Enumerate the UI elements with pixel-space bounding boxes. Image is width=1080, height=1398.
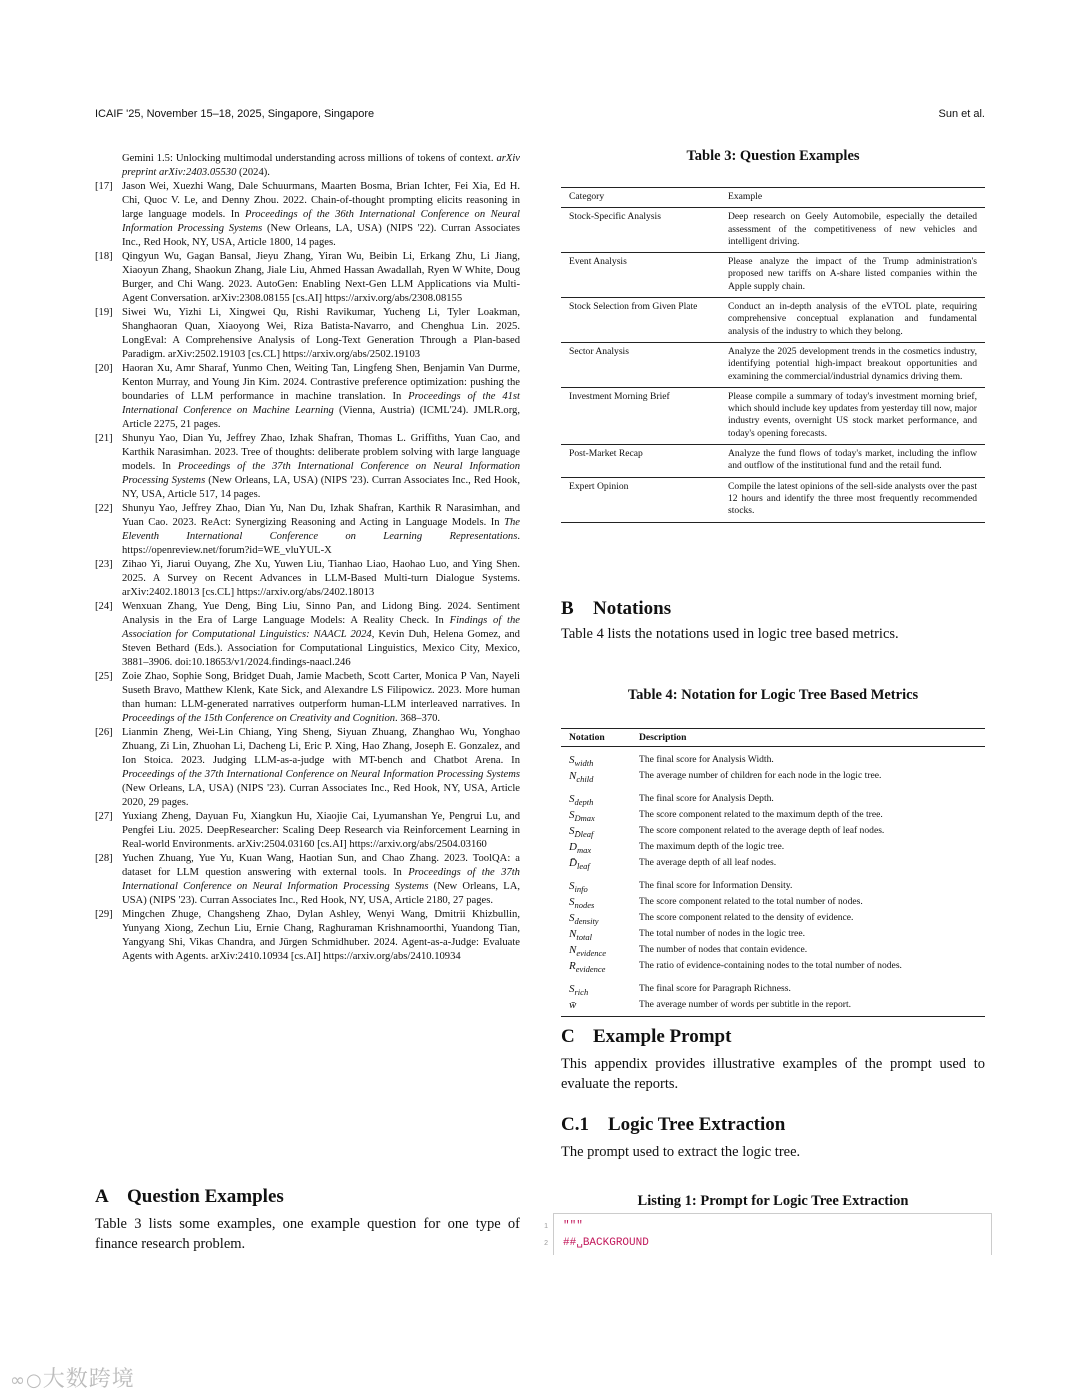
notation-symbol: $S_{density}$ bbox=[569, 911, 599, 927]
notation-description: The score component related to the maximum depth of the tree. bbox=[639, 808, 883, 820]
notation-symbol: $R_{evidence}$ bbox=[569, 959, 606, 974]
section-a-body: Table 3 lists some examples, one example question for one type of finance research problem. bbox=[95, 1216, 520, 1252]
running-header-left: ICAIF '25, November 15–18, 2025, Singapore, Singapore bbox=[95, 108, 375, 120]
table3-header-category: Category bbox=[569, 191, 605, 202]
table-row bbox=[561, 253, 985, 298]
section-b-heading: B Notations bbox=[561, 598, 672, 619]
reference-item: [20] Haoran Xu, Amr Sharaf, Yunmo Chen, Weiting Tan, Lingfeng Shen, Benjamin Van Durme, Kenton Murray, and Young Jin Kim. 2024. Contrastive preference optimization: pushing the boundaries of LLM performance in machine translation. In Proceedings of the 41st International Conference on Machine Learning (Vienna, Austria) (ICML'24). JMLR.org, Article 2275, 21 pages. bbox=[95, 363, 520, 430]
table-row bbox=[561, 770, 985, 786]
reference-item: Gemini 1.5: Unlocking multimodal understanding across millions of tokens of context. arXiv preprint arXiv:2403.05530 (2024). bbox=[122, 153, 520, 178]
table-row bbox=[561, 747, 985, 770]
reference-list bbox=[95, 152, 520, 964]
example-cell: Please compile a summary of today's investment morning brief, which should include key updates from yesterday till now, major industry events, overnight US stock market performance, and today's opening forecasts. bbox=[728, 390, 977, 439]
table-row bbox=[561, 912, 985, 928]
section-a-heading: A Question Examples bbox=[95, 1186, 284, 1207]
reference-item: [17] Jason Wei, Xuezhi Wang, Dale Schuurmans, Maarten Bosma, Brian Ichter, Fei Xia, Ed H. Chi, Quoc V. Le, and Denny Zhou. 2022. Chain-of-thought prompting elicits reasoning in large language models. In Proceedings of the 36th International Conference on Neural Information Processing Systems (New Orleans, LA, USA) (NIPS '22). Curran Associates Inc., Red Hook, NY, USA, Article 1800, 14 pages. bbox=[95, 181, 521, 248]
notation-symbol: $S_{info}$ bbox=[569, 879, 588, 895]
reference-item: [18] Qingyun Wu, Gagan Bansal, Jieyu Zhang, Yiran Wu, Beibin Li, Erkang Zhu, Li Jiang, Xiaoyun Zhang, Shaokun Zhang, Jiale Liu, Ahmed Hassan Awadallah, Ryen W White, Doug Burger, and Chi Wang. 2023. AutoGen: Enabling Next-Gen LLM Applications via Multi-Agent Conversation. arXiv:2308.08155 [cs.AI] https://arxiv.org/abs/2308.08155 bbox=[95, 251, 520, 304]
table-row bbox=[561, 786, 985, 809]
listing-caption: Listing 1: Prompt for Logic Tree Extraction bbox=[637, 1193, 909, 1209]
notation-description: The score component related to the density of evidence. bbox=[639, 911, 854, 923]
table4-wrap bbox=[561, 687, 985, 1017]
table-row bbox=[561, 825, 985, 841]
reference-item: [21] Shunyu Yao, Dian Yu, Jeffrey Zhao, Izhak Shafran, Thomas L. Griffiths, Yuan Cao, and Karthik Narasimhan. 2023. Tree of thoughts: deliberate problem solving with large language models. In Proceedings of the 37th International Conference on Neural Information Processing Systems (New Orleans, LA, USA) (NIPS '23). Curran Associates Inc., Red Hook, NY, USA, Article 517, 14 pages. bbox=[95, 433, 521, 500]
table-row bbox=[561, 928, 985, 944]
section-a bbox=[95, 1186, 520, 1254]
table-row bbox=[561, 944, 985, 960]
table-row bbox=[561, 208, 985, 253]
notation-description: The final score for Analysis Width. bbox=[639, 754, 774, 765]
example-cell: Please analyze the impact of the Trump administration's proposed new tariffs on A-share listed companies within the Apple supply chain. bbox=[728, 256, 977, 292]
section-c-body: This appendix provides illustrative examples of the prompt used to evaluate the reports. bbox=[561, 1056, 985, 1092]
table-row bbox=[561, 477, 985, 522]
table-row bbox=[561, 896, 985, 912]
right-column bbox=[561, 148, 985, 523]
reference-item: [28] Yuchen Zhuang, Yue Yu, Kuan Wang, Haotian Sun, and Chao Zhang. 2023. ToolQA: a dataset for LLM question answering with external tools. In Proceedings of the 37th International Conference on Neural Information Processing Systems (New Orleans, LA, USA) (NIPS '23). Curran Associates Inc., Red Hook, NY, USA, Article 2180, 27 pages. bbox=[95, 853, 520, 906]
section-b bbox=[561, 598, 985, 644]
section-b-body: Table 4 lists the notations used in logic tree based metrics. bbox=[561, 626, 899, 642]
notation-description: The ratio of evidence-containing nodes to the total number of nodes. bbox=[639, 959, 902, 971]
notation-symbol: $D_{max}$ bbox=[569, 840, 592, 856]
table-row bbox=[561, 841, 985, 857]
reference-item: [25] Zoie Zhao, Sophie Song, Bridget Duah, Jamie Macbeth, Scott Carter, Monica P Van, Nayeli Suseth Bravo, Matthew Klenk, Kate Sick, and Alexandre LS Filipowicz. 2023. More human than human: LLM-generated narratives outperform human-LLM interleaved narratives. In Proceedings of the 15th Conference on Creativity and Cognition. 368–370. bbox=[95, 671, 520, 724]
notation-description: The total number of nodes in the logic tree. bbox=[639, 927, 805, 939]
reference-item: [26] Lianmin Zheng, Wei-Lin Chiang, Ying Sheng, Siyuan Zhuang, Zhanghao Wu, Yonghao Zhuang, Zi Lin, Zhuohan Li, Dacheng Li, Eric P. Xing, Hao Zhang, Joseph E. Gonzalez, and Ion Stoica. 2023. Judging LLM-as-a-judge with MT-bench and Chatbot Arena. In Proceedings of the 37th International Conference on Neural Information Processing Systems (New Orleans, LA, USA) (NIPS '23). Curran Associates Inc., Red Hook, NY, USA, Article 2020, 29 pages. bbox=[95, 727, 520, 808]
section-c-heading: C Example Prompt bbox=[561, 1026, 732, 1047]
watermark-icon: ∞○ bbox=[10, 1370, 43, 1391]
question-examples-table bbox=[561, 187, 985, 523]
notation-description: The average depth of all leaf nodes. bbox=[639, 856, 777, 868]
table-row bbox=[561, 445, 985, 478]
section-c1 bbox=[561, 1114, 985, 1162]
reference-item: [29] Mingchen Zhuge, Changsheng Zhao, Dylan Ashley, Wenyi Wang, Dmitrii Khizbullin, Yunyang Xiong, Zechun Liu, Ernie Chang, Raghuraman Krishnamoorthi, Yuandong Tian, Yangyang Shi, Vikas Chandra, and Jürgen Schmidhuber. 2024. Agent-as-a-Judge: Evaluate Agents with Agents. arXiv:2410.10934 [cs.AI] https://arxiv.org/abs/2410.10934 bbox=[95, 909, 520, 962]
notation-description: The score component related to the total number of nodes. bbox=[639, 895, 863, 907]
reference-item: [27] Yuxiang Zheng, Dayuan Fu, Xiangkun Hu, Xiaojie Cai, Lyumanshan Ye, Pengrui Lu, and Pengfei Liu. 2025. DeepResearcher: Scaling Deep Research via Reinforcement Learning in Real-world Environments. arXiv:2504.03160 [cs.AI] https://arxiv.org/abs/2504.03160 bbox=[95, 811, 520, 850]
category-cell: Stock Selection from Given Plate bbox=[569, 301, 698, 313]
code-line: 1 """ bbox=[544, 1220, 583, 1232]
notation-symbol: $N_{child}$ bbox=[569, 769, 594, 785]
notation-description: The number of nodes that contain evidence. bbox=[639, 943, 808, 955]
example-cell: Compile the latest opinions of the sell-side analysts over the past 12 hours and identify the three most frequently recommended stocks. bbox=[728, 480, 977, 517]
table4-header-notation: Notation bbox=[569, 732, 605, 743]
reference-item: [22] Shunyu Yao, Jeffrey Zhao, Dian Yu, Nan Du, Izhak Shafran, Karthik R Narasimhan, and Yuan Cao. 2023. ReAct: Synergizing Reasoning and Acting in Language Models. In The Eleventh International Conference on Learning Representations. https://openreview.net/forum?id=WE_vluYUL-X bbox=[95, 503, 520, 556]
notation-symbol: $S_{Dmax}$ bbox=[569, 808, 595, 824]
table3-caption: Table 3: Question Examples bbox=[686, 148, 860, 164]
notation-symbol: $S_{D̄leaf}$ bbox=[569, 824, 594, 840]
notation-symbol: w̄ bbox=[569, 998, 577, 1011]
table-row bbox=[561, 298, 985, 343]
category-cell: Investment Morning Brief bbox=[569, 390, 670, 402]
table-row bbox=[561, 809, 985, 825]
table-row bbox=[561, 960, 985, 976]
notation-symbol: $S_{depth}$ bbox=[569, 792, 594, 808]
reference-item: [19] Siwei Wu, Yizhi Li, Xingwei Qu, Rishi Ravikumar, Yucheng Li, Tyler Loakman, Shanghaoran Quan, Xiaoyong Wei, Riza Batista-Navarro, and Chenghua Lin. 2025. LongEval: A Comprehensive Analysis of Long-Text Generation Through a Plan-based Paradigm. arXiv:2502.19103 [cs.CL] https://arxiv.org/abs/2502.19103 bbox=[95, 307, 520, 360]
section-c1-heading: C.1 Logic Tree Extraction bbox=[561, 1114, 786, 1135]
category-cell: Stock-Specific Analysis bbox=[569, 211, 661, 223]
notation-description: The final score for Analysis Depth. bbox=[639, 792, 774, 804]
watermark-logo: ∞○大数跨境 bbox=[10, 1367, 135, 1392]
code-line: 2 ##␣BACKGROUND bbox=[544, 1237, 649, 1249]
running-header-right: Sun et al. bbox=[938, 108, 985, 120]
notation-description: The final score for Paragraph Richness. bbox=[639, 982, 791, 994]
table4-header-description: Description bbox=[639, 732, 687, 743]
table-row bbox=[561, 342, 985, 387]
section-c1-body: The prompt used to extract the logic tree. bbox=[561, 1144, 801, 1160]
section-c bbox=[561, 1026, 985, 1094]
notation-description: The average number of children for each node in the logic tree. bbox=[639, 769, 882, 781]
table-row bbox=[561, 999, 985, 1016]
category-cell: Sector Analysis bbox=[569, 345, 629, 357]
code-listing bbox=[544, 1213, 992, 1255]
reference-item: [23] Zihao Yi, Jiarui Ouyang, Zhe Xu, Yuwen Liu, Tianhao Liao, Haohao Luo, and Ying Shen. 2025. A Survey on Recent Advances in LLM-Based Multi-turn Dialogue Systems. arXiv:2402.18013 [cs.CL] https://arxiv.org/abs/2402.18013 bbox=[95, 559, 520, 598]
notation-symbol: $S_{rich}$ bbox=[569, 982, 589, 997]
example-cell: Deep research on Geely Automobile, especially the detailed assessment of the competitiveness of new vehicles and intelligent driving. bbox=[728, 211, 977, 247]
notation-symbol: $N_{total}$ bbox=[569, 927, 592, 943]
left-column bbox=[95, 152, 520, 964]
notation-description: The maximum depth of the logic tree. bbox=[639, 840, 785, 852]
table4-caption: Table 4: Notation for Logic Tree Based Metrics bbox=[627, 687, 919, 703]
category-cell: Expert Opinion bbox=[569, 480, 629, 492]
table-row bbox=[561, 857, 985, 873]
table-row bbox=[561, 873, 985, 896]
notation-description: The score component related to the average depth of leaf nodes. bbox=[639, 824, 885, 836]
table-row bbox=[561, 976, 985, 999]
notation-table bbox=[561, 728, 985, 1017]
example-cell: Analyze the 2025 development trends in the cosmetics industry, identifying potential high-impact breakout opportunities and examining the commercial/industrial dynamics driving them. bbox=[728, 345, 977, 382]
table-row bbox=[561, 387, 985, 444]
notation-symbol: $S_{width}$ bbox=[569, 754, 594, 769]
example-cell: Analyze the fund flows of today's market, including the inflow and outflow of the institutional fund and the retail fund. bbox=[728, 448, 977, 472]
example-cell: Conduct an in-depth analysis of the eVTOL plate, requiring comprehensive conceptual explanation and fundamental analysis of the industry to which they belong. bbox=[728, 301, 977, 337]
category-cell: Event Analysis bbox=[569, 256, 627, 268]
notation-description: The average number of words per subtitle in the report. bbox=[639, 998, 852, 1010]
notation-symbol: $D̄_{leaf}$ bbox=[569, 856, 590, 872]
notation-symbol: $N_{evidence}$ bbox=[569, 943, 607, 959]
notation-symbol: $S_{nodes}$ bbox=[569, 895, 595, 911]
notation-description: The final score for Information Density. bbox=[639, 879, 793, 891]
category-cell: Post-Market Recap bbox=[569, 448, 643, 460]
table3-header-example: Example bbox=[728, 191, 763, 202]
reference-item: [24] Wenxuan Zhang, Yue Deng, Bing Liu, Sinno Pan, and Lidong Bing. 2024. Sentiment Analysis in the Era of Large Language Models: A Reality Check. In Findings of the Association for Computational Linguistics: NAACL 2024, Kevin Duh, Helena Gomez, and Steven Bethard (Eds.). Association for Computational Linguistics, Mexico City, Mexico, 3881–3906. doi:10.18653/v1/2024.findings-naacl.246 bbox=[95, 601, 520, 668]
